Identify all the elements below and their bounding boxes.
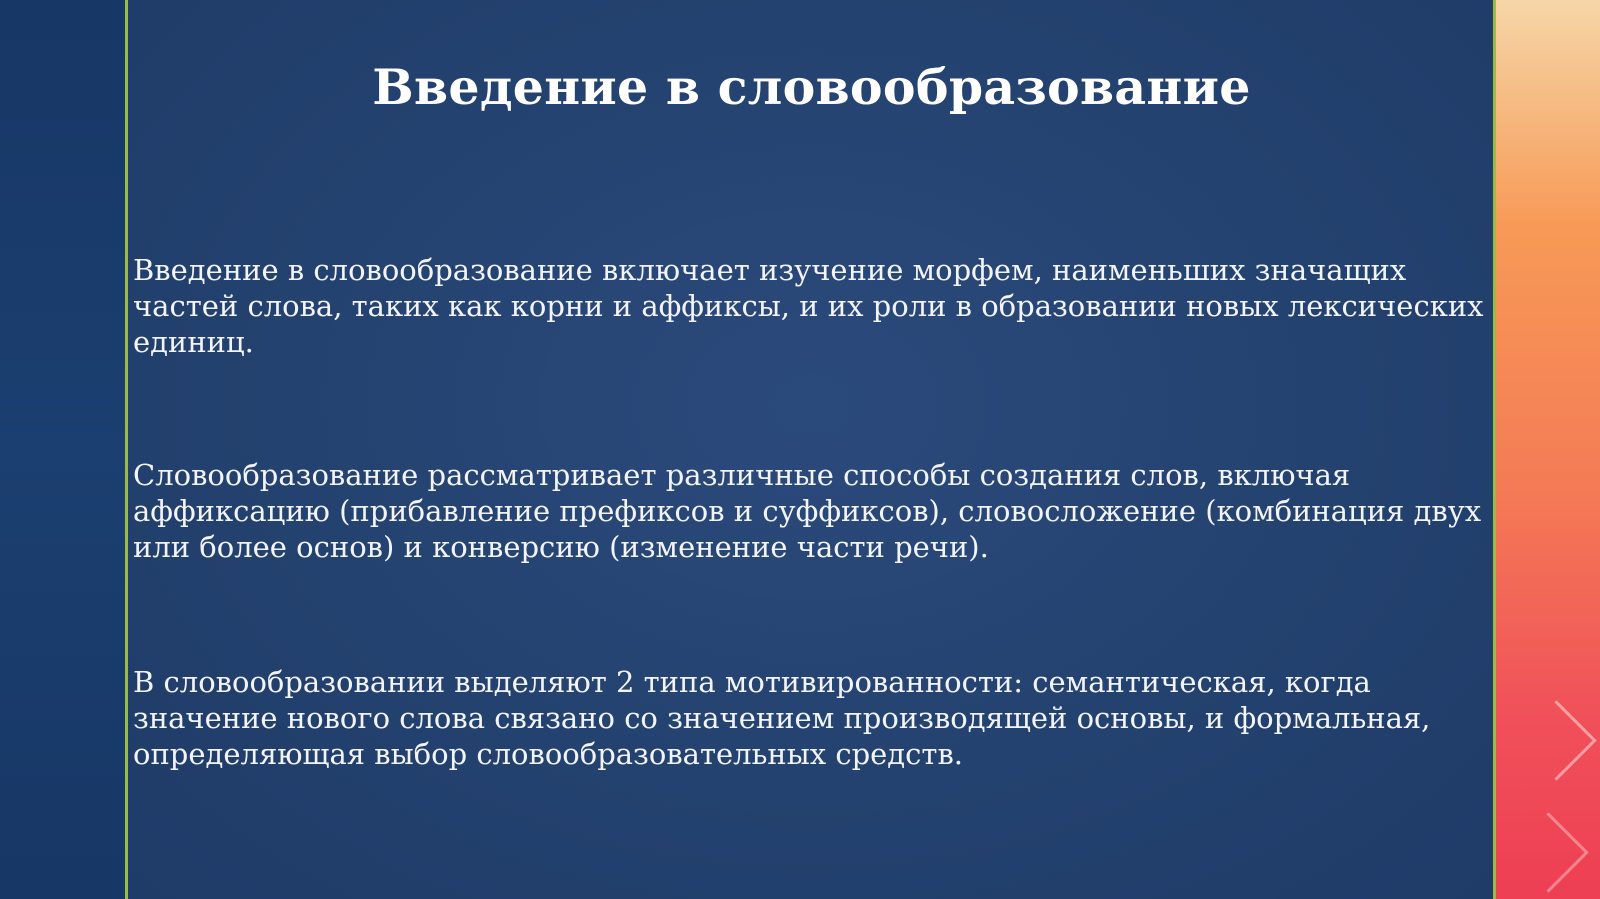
paragraph-motivation-types: В словообразовании выделяют 2 типа мотивированности: семантическая, когда значение нового слова связано со значением производящей основы, и формальная, определяющая выбор словообразовательных средств. [133, 665, 1431, 771]
left-decorative-band [0, 0, 127, 899]
paragraph-word-formation-methods: Словообразование рассматривает различные способы создания слов, включая аффиксацию (прибавление префиксов и суффиксов), словосложение (комбинация двух или более основ) и конверсию (изменение части речи). [133, 458, 1482, 564]
paragraph-morphemes: Введение в словообразование включает изучение морфем, наименьших значащих частей слова, таких как корни и аффиксы, и их роли в образовании новых лексических единиц. [133, 253, 1484, 359]
left-accent-rule [125, 0, 128, 899]
right-accent-rule [1493, 0, 1496, 899]
slide-title: Введение в словообразование [372, 58, 1251, 116]
